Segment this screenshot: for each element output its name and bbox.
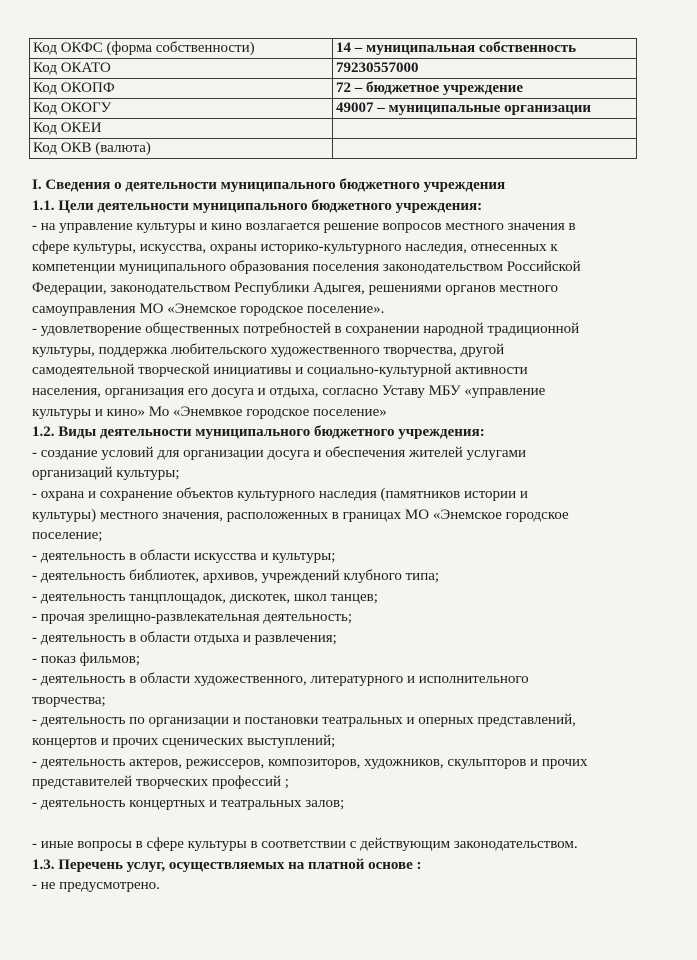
code-label: Код ОКОГУ [30, 99, 333, 119]
code-value: 72 – бюджетное учреждение [333, 79, 637, 99]
table-row [30, 59, 637, 79]
section-title: I. Сведения о деятельности муниципального бюджетного учреждения [32, 177, 506, 193]
activity-line: - показ фильмов; [32, 650, 140, 667]
goals-line: самоуправления МО «Энемское городское поселение». [32, 300, 385, 317]
code-label: Код ОКОПФ [30, 79, 333, 99]
table-row [30, 139, 637, 159]
paid-services-line: - не предусмотрено. [32, 877, 160, 894]
goals-heading: 1.1. Цели деятельности муниципального бюджетного учреждения: [32, 197, 483, 214]
table-row [30, 39, 637, 59]
activity-line: творчества; [32, 691, 106, 708]
codes-table [29, 38, 637, 159]
activity-line: - деятельность в области художественного, литературного и исполнительного [32, 671, 529, 688]
goals-line: культуры и кино» Мо «Энемвкое городское поселение» [32, 403, 387, 420]
activity-line: - деятельность в области отдыха и развлечения; [32, 630, 337, 647]
document-body [32, 175, 654, 896]
code-value [333, 139, 637, 159]
activity-line: - деятельность танцплощадок, дискотек, школ танцев; [32, 588, 378, 605]
code-value: 79230557000 [333, 59, 637, 79]
activity-line: - деятельность по организации и постановки театральных и оперных представлений, [32, 712, 576, 729]
code-label: Код ОКВ (валюта) [30, 139, 333, 159]
blank-line [32, 813, 654, 834]
activity-line: - деятельность актеров, режиссеров, композиторов, художников, скульпторов и прочих [32, 753, 588, 770]
table-row [30, 79, 637, 99]
goals-line: Федерации, законодательством Республики Адыгея, решениями органов местного [32, 279, 558, 296]
activity-line: - охрана и сохранение объектов культурного наследия (памятников истории и [32, 485, 528, 502]
activity-line: - создание условий для организации досуга и обеспечения жителей услугами [32, 444, 527, 461]
code-value [333, 119, 637, 139]
paid-services-heading: 1.3. Перечень услуг, осуществляемых на платной основе : [32, 856, 422, 873]
table-row [30, 119, 637, 139]
table-row [30, 99, 637, 119]
code-label: Код ОКЕИ [30, 119, 333, 139]
activity-line: - деятельность концертных и театральных залов; [32, 794, 345, 811]
code-value: 49007 – муниципальные организации [333, 99, 637, 119]
goals-line: - удовлетворение общественных потребностей в сохранении народной традиционной [32, 321, 580, 338]
goals-line: культуры, поддержка любительского художественного творчества, другой [32, 341, 505, 358]
activity-line: - деятельность библиотек, архивов, учреждений клубного типа; [32, 568, 440, 585]
goals-line: компетенции муниципального образования поселения законодательством Российской [32, 259, 581, 276]
goals-line: самодеятельной творческой инициативы и социально-культурной активности [32, 362, 528, 379]
activity-line: концертов и прочих сценических выступлений; [32, 733, 336, 750]
goals-line: - на управление культуры и кино возлагается решение вопросов местного значения в [32, 218, 576, 235]
goals-line: сфере культуры, искусства, охраны историко-культурного наследия, отнесенных к [32, 238, 558, 255]
activity-line: - деятельность в области искусства и культуры; [32, 547, 336, 564]
activity-line: - иные вопросы в сфере культуры в соответствии с действующим законодательством. [32, 836, 578, 852]
activity-line: культуры) местного значения, расположенных в границах МО «Энемское городское [32, 506, 569, 523]
goals-line: населения, организация его досуга и отдыха, согласно Уставу МБУ «управление [32, 382, 546, 399]
code-value: 14 – муниципальная собственность [333, 39, 637, 59]
activities-heading: 1.2. Виды деятельности муниципального бюджетного учреждения: [32, 424, 485, 441]
code-label: Код ОКАТО [30, 59, 333, 79]
activity-line: организаций культуры; [32, 465, 180, 482]
activity-line: - прочая зрелищно-развлекательная деятельность; [32, 609, 353, 626]
code-label: Код ОКФС (форма собственности) [30, 39, 333, 59]
activity-line: представителей творческих профессий ; [32, 774, 289, 791]
activity-line: поселение; [32, 527, 103, 544]
